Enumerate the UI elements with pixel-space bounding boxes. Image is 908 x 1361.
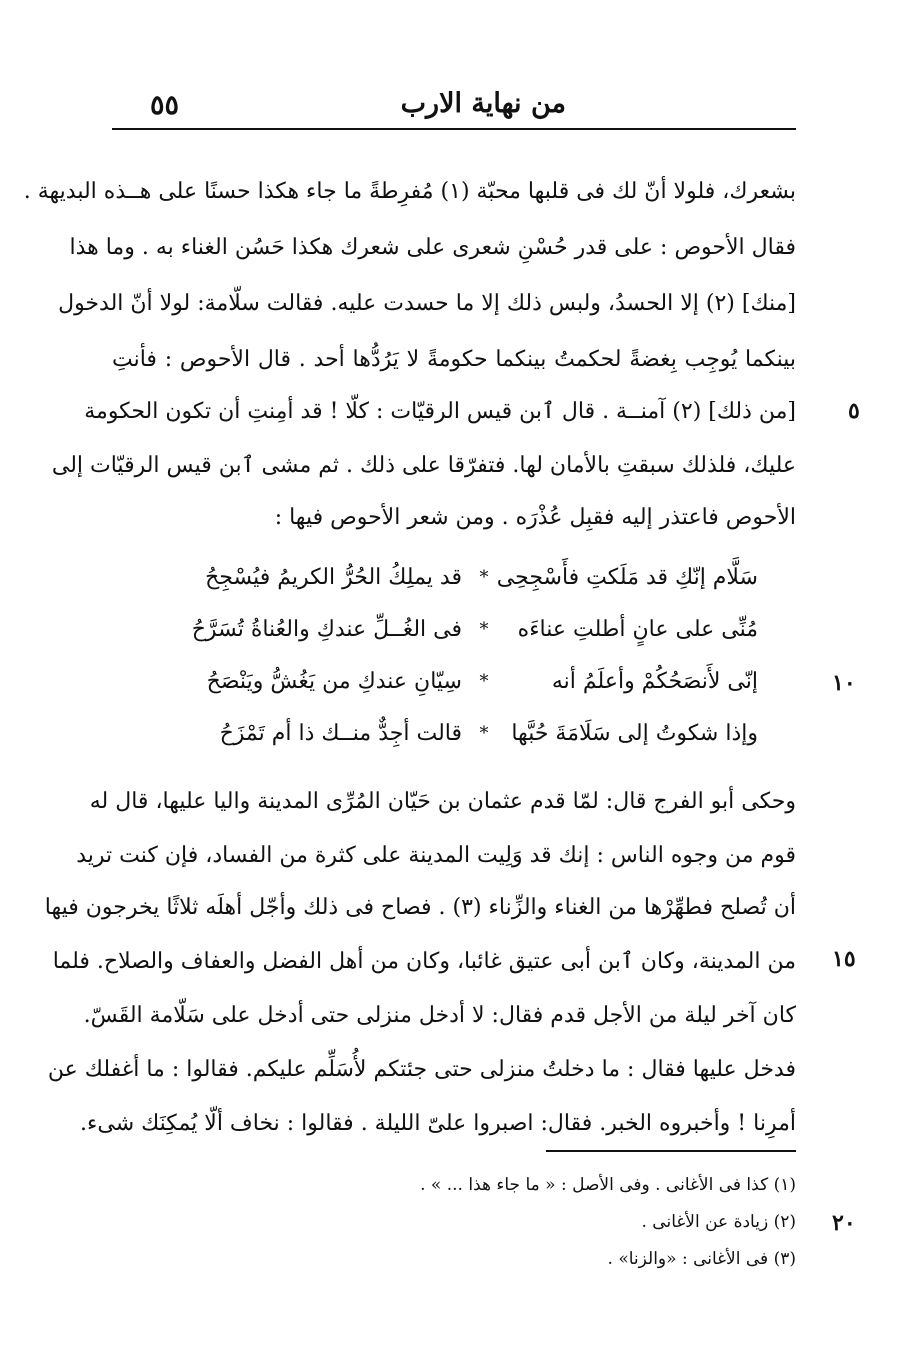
body-line: بشعرك، فلولا أنّ لك فى قلبها محبّة (١) مُفرِطةً ما جاء هكذا حسنًا على هــذه البديهة . [23, 179, 796, 204]
footnote-rule [546, 1150, 796, 1152]
page-number: ٥٥ [150, 90, 180, 121]
footnote [296, 1170, 796, 1200]
margin-line-number: ٥ [848, 398, 860, 424]
verse-first-hemistich: سَلَّام إنّكِ قد مَلَكتِ فأَسْجِحِى [496, 565, 758, 590]
footnote-text: زيادة عن الأغانى . [641, 1212, 769, 1232]
body-line: من المدينة، وكان ٱبن أبى عتيق غائبا، وكان من أهل الفضل والعفاف والصلاح. فلما [52, 949, 796, 974]
body-line: بينكما يُوجِب بِغضةً لحكمتُ بينكما حكومةً لا يَرُدُّها أحد . قال الأحوص : فأنتِ [112, 347, 796, 372]
footnote [296, 1207, 796, 1237]
footnote-marker: (٢) [773, 1212, 796, 1232]
body-line: الأحوص فاعتذر إليه فقبِل عُذْرَه . ومن شعر الأحوص فيها : [274, 505, 796, 530]
footnote-text: كذا فى الأغانى . وفى الأصل : « ما جاء هذا ... » . [420, 1175, 769, 1195]
verse-second-hemistich: فى الغُــلِّ عندكِ والعُناةُ تُسَرَّحُ [191, 617, 462, 642]
footnote-text: فى الأغانى : «والزنا» . [607, 1249, 769, 1269]
body-line: كان آخر ليلة من الأجل قدم فقال: لا أدخل منزلى حتى أدخل على سَلّامة القَسّ. [83, 1003, 796, 1028]
body-line: فدخل عليها فقال : ما دخلتُ منزلى حتى جئتكم لأُسَلِّم عليكم. فقالوا : ما أغفلك عن [47, 1057, 796, 1082]
verse-first-hemistich: إنّى لأَنصَحُكُمْ وأعلَمُ أنه [551, 669, 758, 694]
verse-line [206, 656, 758, 708]
margin-line-number: ١٠ [832, 670, 856, 696]
verse-first-hemistich: وإذا شكوتُ إلى سَلَامَةَ حُبَّها [511, 721, 758, 746]
body-line: [من ذلك] (٢) آمنــة . قال ٱبن قيس الرقيّات : كلّا ! قد أمِنتِ أن تكون الحكومة [84, 399, 796, 424]
body-line: [منك] (٢) إلا الحسدُ، ولبس ذلك إلا ما حسدت عليه. فقالت سلّامة: لولا أنّ الدخول [58, 291, 796, 316]
verse-second-hemistich: قد يملِكُ الحُرُّ الكريمُ فيُسْجِحُ [205, 565, 462, 590]
body-line: فقال الأحوص : على قدر حُسْنِ شعرى على شعرك هكذا حَسُن الغناء به . وما هذا [69, 235, 796, 260]
body-line: وحكى أبو الفرج قال: لمّا قدم عثمان بن حَيّان المُرِّى المدينة واليا عليها، قال له [89, 789, 796, 814]
running-title: من نهاية الارب [400, 88, 566, 119]
body-line: أن تُصلح فطهِّرْها من الغناء والزِّناء (٣) . فصاح فى ذلك وأجّل أهلَه ثلاثًا يخرجون فيها [44, 895, 796, 920]
footnote [296, 1244, 796, 1274]
verse-line [191, 604, 758, 656]
header-rule [112, 128, 796, 130]
verse-separator: * [479, 619, 489, 640]
verse-separator: * [479, 723, 489, 744]
verse-line [210, 708, 758, 760]
margin-line-number: ٢٠ [832, 1210, 856, 1236]
verse-separator: * [479, 671, 489, 692]
footnote-marker: (١) [773, 1175, 796, 1195]
verse-separator: * [479, 567, 489, 588]
body-line: عليك، فلذلك سبقتِ بالأمان لها. فتفرّقا على ذلك . ثم مشى ٱبن قيس الرقيّات إلى [51, 453, 796, 478]
verse-first-hemistich: مُنِّى على عانٍ أطلتِ عناءَه [517, 617, 758, 642]
verse-second-hemistich: قالت أجِدٌّ منــك ذا أم تَمْزَحُ [219, 721, 462, 746]
body-line: أمرِنا ! وأخبروه الخبر. فقال: اصبروا علىّ الليلة . فقالوا : نخاف ألّا يُمكِنَك شىء. [80, 1111, 796, 1136]
body-line: قوم من وجوه الناس : إنك قد وَلِيت المدينة على كثرة من الفساد، فإن كنت تريد [76, 843, 796, 868]
verse-line [205, 552, 758, 604]
page-header [150, 84, 796, 128]
margin-line-number: ١٥ [832, 946, 856, 972]
footnote-marker: (٣) [773, 1249, 796, 1269]
verse-second-hemistich: سِيّانِ عندكِ من يَغُشُّ ويَنْصَحُ [206, 669, 462, 694]
